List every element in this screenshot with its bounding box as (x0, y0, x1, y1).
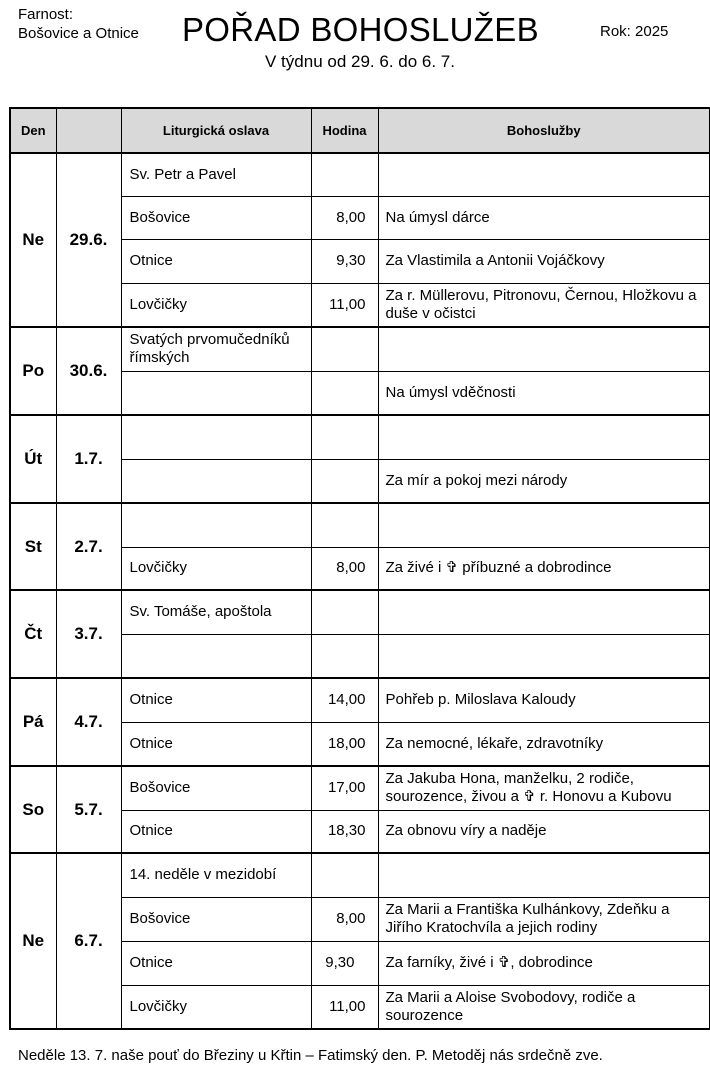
feast-cell: Otnice (121, 810, 311, 853)
table-header-row (10, 108, 710, 153)
service-cell (378, 590, 710, 634)
schedule-body (10, 153, 710, 1029)
column-header-feast: Liturgická oslava (121, 108, 311, 153)
date-cell: 5.7. (56, 766, 121, 853)
time-cell: 11,00 (311, 283, 378, 327)
parish-label: Farnost: (18, 6, 74, 23)
day-cell: Ne (10, 853, 56, 1029)
date-cell: 2.7. (56, 503, 121, 590)
date-cell: 3.7. (56, 590, 121, 678)
time-cell: 8,00 (311, 196, 378, 239)
date-cell: 30.6. (56, 327, 121, 415)
time-cell: 18,30 (311, 810, 378, 853)
date-cell: 29.6. (56, 153, 121, 327)
feast-cell: Sv. Tomáše, apoštola (121, 590, 311, 634)
time-cell: 14,00 (311, 678, 378, 722)
day-cell: Čt (10, 590, 56, 678)
time-cell: 9,30 (311, 941, 378, 985)
table-row (10, 415, 710, 459)
time-cell (311, 590, 378, 634)
service-cell: Za mír a pokoj mezi národy (378, 459, 710, 503)
service-cell: Za Marii a Aloise Svobodovy, rodiče a sourozence (378, 985, 710, 1029)
table-row (10, 853, 710, 897)
feast-cell: Bošovice (121, 196, 311, 239)
feast-cell: Otnice (121, 678, 311, 722)
service-cell (378, 503, 710, 547)
feast-cell: Svatých prvomučedníků římských (121, 327, 311, 371)
service-cell (378, 153, 710, 196)
service-cell (378, 634, 710, 678)
year-label: Rok: 2025 (600, 23, 669, 40)
feast-cell (121, 459, 311, 503)
feast-cell: Lovčičky (121, 547, 311, 590)
parish-info (18, 5, 139, 43)
feast-cell: Otnice (121, 722, 311, 766)
feast-cell (121, 634, 311, 678)
day-cell: Út (10, 415, 56, 503)
time-cell: 17,00 (311, 766, 378, 810)
table-row (10, 503, 710, 547)
day-cell: So (10, 766, 56, 853)
table-row (10, 678, 710, 722)
day-cell: Pá (10, 678, 56, 766)
service-cell: Za Marii a Františka Kulhánkovy, Zdeňku a Jiřího Kratochvíla a jejich rodiny (378, 897, 710, 941)
feast-cell (121, 371, 311, 415)
service-cell: Za farníky, živé i ✞, dobrodince (378, 941, 710, 985)
table-row (10, 590, 710, 634)
service-cell: Za Jakuba Hona, manželku, 2 rodiče, sourozence, živou a ✞ r. Honovu a Kubovu (378, 766, 710, 810)
service-cell (378, 327, 710, 371)
time-cell: 8,00 (311, 547, 378, 590)
day-cell: Ne (10, 153, 56, 327)
service-cell (378, 415, 710, 459)
time-cell (311, 153, 378, 196)
time-cell (311, 327, 378, 371)
time-cell: 11,00 (311, 985, 378, 1029)
service-cell: Na úmysl vděčnosti (378, 371, 710, 415)
time-cell (311, 853, 378, 897)
time-cell: 18,00 (311, 722, 378, 766)
time-cell: 8,00 (311, 897, 378, 941)
date-cell: 1.7. (56, 415, 121, 503)
footer-note: Neděle 13. 7. naše pouť do Březiny u Křtin – Fatimský den. P. Metoděj nás srdečně zve. (18, 1047, 603, 1064)
feast-cell: Otnice (121, 239, 311, 283)
date-cell: 4.7. (56, 678, 121, 766)
time-cell (311, 371, 378, 415)
service-cell: Za r. Müllerovu, Pitronovu, Černou, Hložkovu a duše v očistci (378, 283, 710, 327)
feast-cell: Lovčičky (121, 985, 311, 1029)
day-cell: St (10, 503, 56, 590)
time-cell: 9,30 (311, 239, 378, 283)
feast-cell: Sv. Petr a Pavel (121, 153, 311, 196)
table-row (10, 766, 710, 810)
time-cell (311, 634, 378, 678)
feast-cell (121, 415, 311, 459)
service-cell: Pohřeb p. Miloslava Kaloudy (378, 678, 710, 722)
service-cell: Na úmysl dárce (378, 196, 710, 239)
table-row (10, 327, 710, 371)
service-cell: Za živé i ✞ příbuzné a dobrodince (378, 547, 710, 590)
date-cell: 6.7. (56, 853, 121, 1029)
column-header-service: Bohoslužby (378, 108, 710, 153)
column-header-day: Den (10, 108, 56, 153)
feast-cell: Otnice (121, 941, 311, 985)
time-cell (311, 415, 378, 459)
page-title: POŘAD BOHOSLUŽEB (182, 11, 539, 48)
feast-cell: 14. neděle v mezidobí (121, 853, 311, 897)
service-cell: Za Vlastimila a Antonii Vojáčkovy (378, 239, 710, 283)
feast-cell (121, 503, 311, 547)
service-cell: Za nemocné, lékaře, zdravotníky (378, 722, 710, 766)
feast-cell: Lovčičky (121, 283, 311, 327)
schedule-table (9, 107, 710, 1030)
day-cell: Po (10, 327, 56, 415)
service-cell (378, 853, 710, 897)
feast-cell: Bošovice (121, 897, 311, 941)
table-row (10, 153, 710, 196)
week-range: V týdnu od 29. 6. do 6. 7. (265, 52, 455, 71)
column-header-time: Hodina (311, 108, 378, 153)
feast-cell: Bošovice (121, 766, 311, 810)
time-cell (311, 503, 378, 547)
service-cell: Za obnovu víry a naděje (378, 810, 710, 853)
column-header-date (56, 108, 121, 153)
parish-name: Bošovice a Otnice (18, 25, 139, 42)
time-cell (311, 459, 378, 503)
